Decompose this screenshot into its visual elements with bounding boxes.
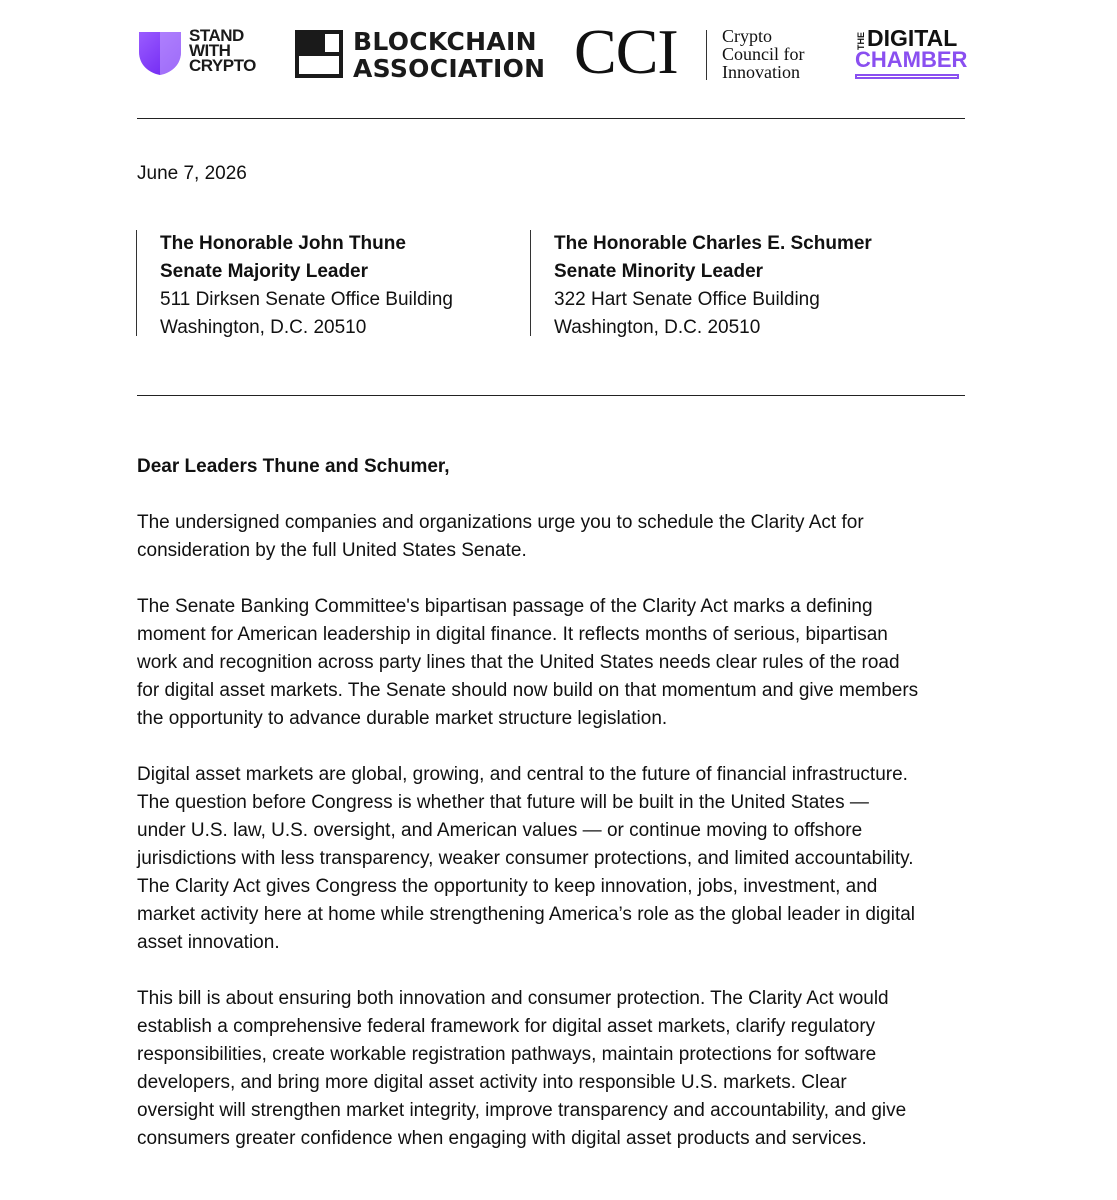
swc-word-3: CRYPTO	[189, 56, 256, 75]
paragraph-line: oversight will strengthen market integrity, improve transparency and accountability, and give	[137, 1100, 907, 1121]
cci-divider	[706, 30, 707, 80]
paragraph-line: the opportunity to advance durable market structure legislation.	[137, 708, 668, 729]
dc-underline	[855, 74, 959, 79]
swc-word-1: STAND	[189, 26, 244, 45]
paragraph-line: asset innovation.	[137, 932, 280, 953]
ba-word-2: ASSOCIATION	[353, 54, 546, 83]
paragraph-line: under U.S. law, U.S. oversight, and American values — or continue moving to offshore	[137, 820, 863, 841]
recipient-schumer	[530, 230, 954, 336]
paragraph-line: jurisdictions with less transparency, weaker consumer protections, and limited accountability.	[137, 848, 914, 869]
recipient-address-line-2: Washington, D.C. 20510	[554, 317, 761, 338]
letter-date: June 7, 2026	[137, 163, 247, 184]
paragraph-line: Digital asset markets are global, growing, and central to the future of financial infrastructure.	[137, 764, 908, 785]
dc-chamber: CHAMBER	[855, 47, 968, 72]
cci-line-1: Crypto	[722, 26, 773, 46]
paragraph-line: The question before Congress is whether that future will be built in the United States —	[137, 792, 869, 813]
ba-word-1: BLOCKCHAIN	[353, 27, 537, 56]
blockchain-block-icon	[295, 30, 343, 78]
paragraph-line: for digital asset markets. The Senate should now build on that momentum and give members	[137, 680, 919, 701]
cci-logo	[574, 16, 814, 87]
recipient-address-line-1: 322 Hart Senate Office Building	[554, 289, 820, 310]
dc-digital: DIGITAL	[867, 25, 958, 51]
paragraph-line: work and recognition across party lines that the United States needs clear rules of the road	[137, 652, 900, 673]
paragraph-4	[137, 985, 967, 1153]
header-divider	[137, 118, 965, 119]
paragraph-3	[137, 761, 967, 957]
recipient-name: The Honorable John Thune	[160, 233, 406, 254]
cci-line-2: Council for	[722, 44, 805, 64]
recipient-title: Senate Majority Leader	[160, 261, 369, 282]
stand-with-crypto-wordmark	[189, 28, 256, 73]
paragraph-line: market activity here at home while strengthening America’s role as the global leader in digital	[137, 904, 916, 925]
salutation: Dear Leaders Thune and Schumer,	[137, 456, 450, 477]
recipient-thune	[136, 230, 530, 336]
paragraph-line: moment for American leadership in digital finance. It reflects months of serious, bipartisan	[137, 624, 888, 645]
swc-word-2: WITH	[189, 41, 231, 60]
blockchain-association-logo	[295, 27, 546, 83]
coalition-logos	[137, 16, 968, 90]
stand-with-crypto-logo	[137, 28, 267, 78]
dc-the: THE	[856, 32, 866, 50]
digital-chamber-logo	[855, 26, 967, 86]
paragraph-line: consideration by the full United States Senate.	[137, 540, 527, 561]
cci-full-name	[722, 27, 805, 81]
paragraph-line: establish a comprehensive federal framework for digital asset markets, clarify regulatory	[137, 1016, 876, 1037]
paragraph-line: The Clarity Act gives Congress the opportunity to keep innovation, jobs, investment, and	[137, 876, 878, 897]
paragraph-line: The undersigned companies and organizations urge you to schedule the Clarity Act for	[137, 512, 864, 533]
cci-abbreviation: CCI	[574, 16, 678, 87]
recipient-name: The Honorable Charles E. Schumer	[554, 233, 872, 254]
paragraph-1	[137, 509, 967, 565]
shield-icon	[137, 30, 183, 76]
recipient-address-line-1: 511 Dirksen Senate Office Building	[160, 289, 453, 310]
paragraph-line: consumers greater confidence when engaging with digital asset products and services.	[137, 1128, 867, 1149]
blockchain-association-wordmark	[353, 28, 545, 82]
paragraph-2	[137, 593, 967, 733]
recipient-address-line-2: Washington, D.C. 20510	[160, 317, 367, 338]
address-divider	[137, 395, 965, 396]
recipient-title: Senate Minority Leader	[554, 261, 764, 282]
paragraph-line: The Senate Banking Committee's bipartisan passage of the Clarity Act marks a defining	[137, 596, 873, 617]
paragraph-line: This bill is about ensuring both innovation and consumer protection. The Clarity Act would	[137, 988, 889, 1009]
paragraph-line: responsibilities, create workable registration pathways, maintain protections for software	[137, 1044, 877, 1065]
paragraph-line: developers, and bring more digital asset activity into responsible U.S. markets. Clear	[137, 1072, 847, 1093]
cci-line-3: Innovation	[722, 62, 800, 82]
